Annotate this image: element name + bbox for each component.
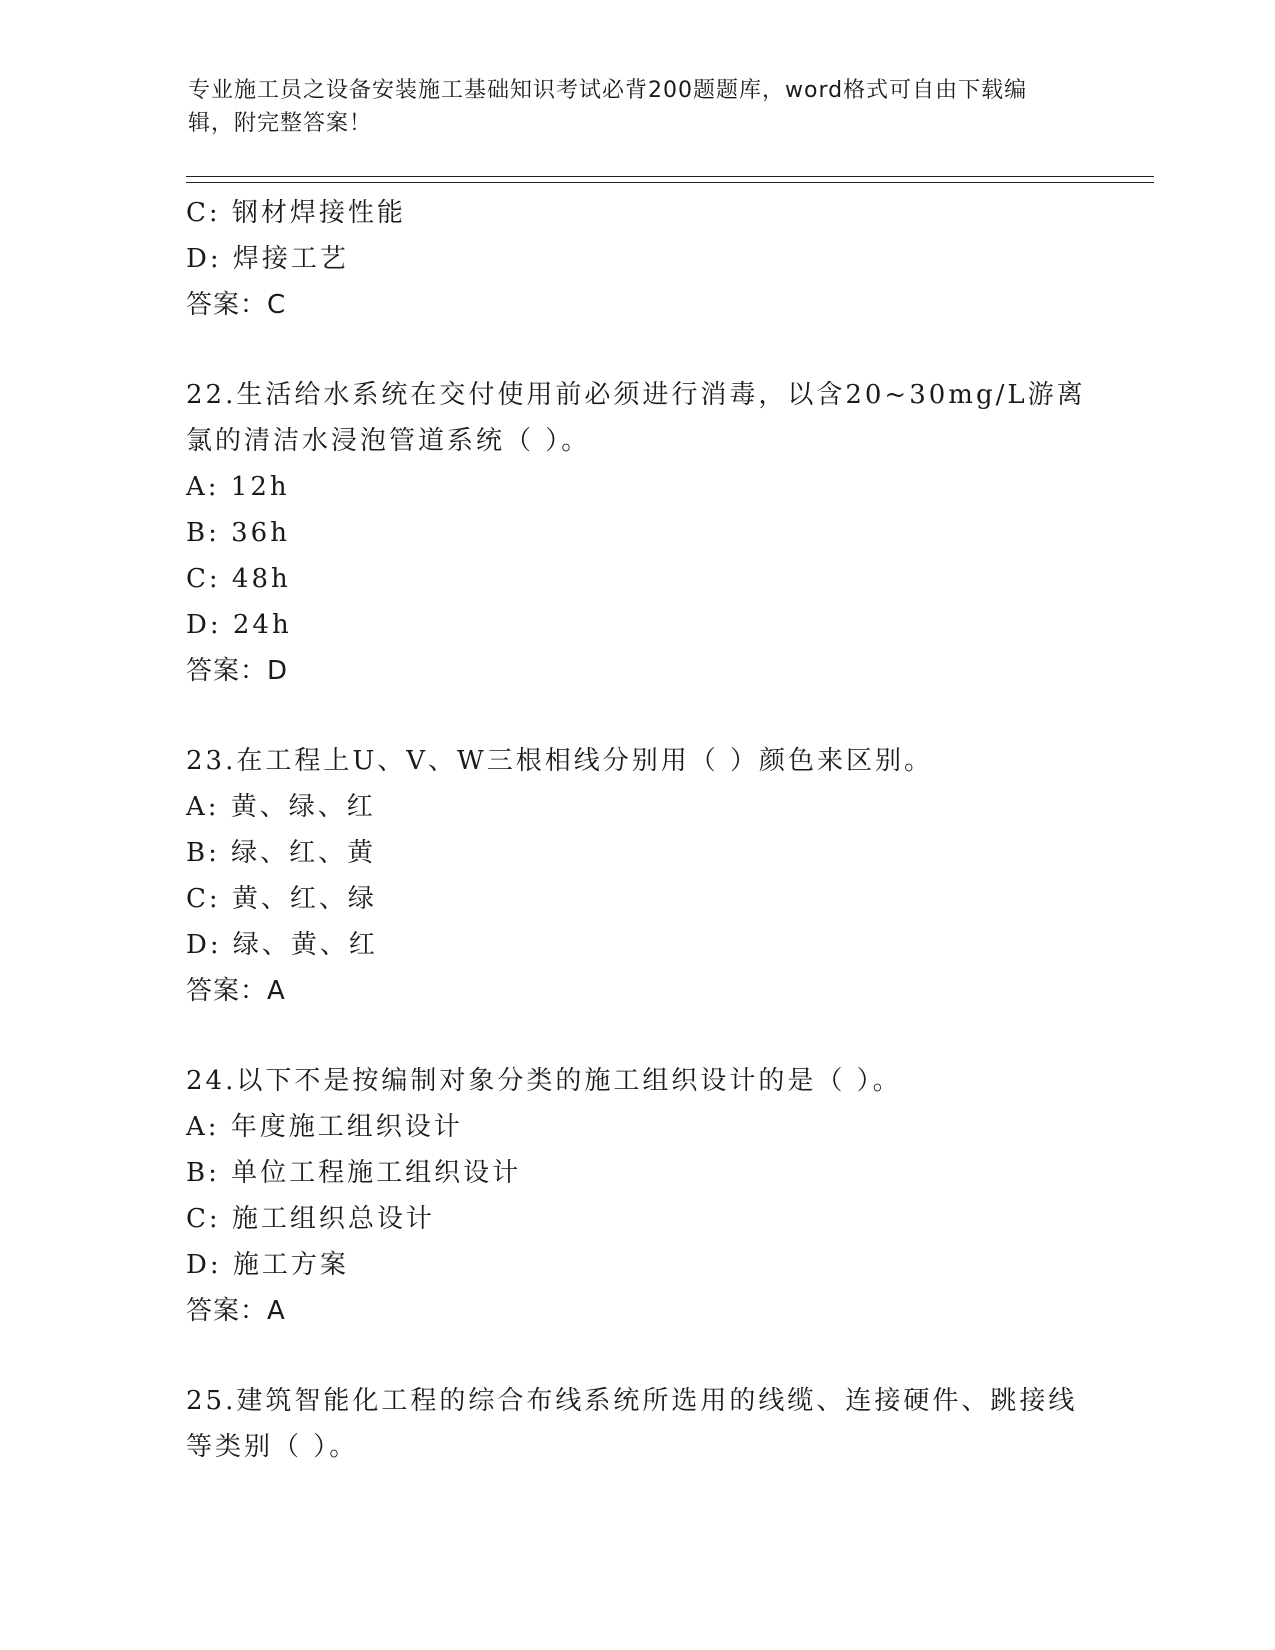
option-a: A: 黄、绿、红 <box>186 792 376 822</box>
option-c: C: 钢材焊接性能 <box>186 198 406 228</box>
option-b: B: 绿、红、黄 <box>186 838 377 868</box>
question-text: 22.生活给水系统在交付使用前必须进行消毒，以含20~30mg/L游离氯的清洁水浸泡管道系统（ ）。 <box>186 380 1086 456</box>
option-c: C: 黄、红、绿 <box>186 884 377 914</box>
option-b: B: 36h <box>186 518 290 548</box>
answer-line: 答案：D <box>186 656 289 686</box>
question-list <box>186 190 1086 1470</box>
question-text: 25.建筑智能化工程的综合布线系统所选用的线缆、连接硬件、跳接线等类别（ ）。 <box>186 1386 1078 1462</box>
carryover-block <box>186 190 1086 328</box>
option-d: D: 绿、黄、红 <box>186 930 378 960</box>
option-a: A: 12h <box>186 472 290 502</box>
header-divider-bottom <box>186 182 1154 183</box>
option-b: B: 单位工程施工组织设计 <box>186 1158 522 1188</box>
answer-line: 答案：C <box>186 290 287 320</box>
question-24 <box>186 1058 1086 1334</box>
spacer <box>186 694 1086 738</box>
option-a: A: 年度施工组织设计 <box>186 1112 463 1142</box>
answer-line: 答案：A <box>186 1296 286 1326</box>
answer-line: 答案：A <box>186 976 286 1006</box>
header-divider-top <box>186 176 1154 177</box>
option-d: D: 施工方案 <box>186 1250 349 1280</box>
spacer <box>186 1334 1086 1378</box>
option-d: D: 24h <box>186 610 292 640</box>
question-22 <box>186 372 1086 694</box>
question-23 <box>186 738 1086 1014</box>
spacer <box>186 1014 1086 1058</box>
question-text: 23.在工程上U、V、W三根相线分别用（ ）颜色来区别。 <box>186 746 934 776</box>
option-c: C: 48h <box>186 564 291 594</box>
option-d: D: 焊接工艺 <box>186 244 349 274</box>
question-25 <box>186 1378 1086 1470</box>
page-header: 专业施工员之设备安装施工基础知识考试必背200题题库，word格式可自由下载编辑，附完整答案！ <box>188 78 1028 136</box>
question-text: 24.以下不是按编制对象分类的施工组织设计的是（ ）。 <box>186 1066 902 1096</box>
option-c: C: 施工组织总设计 <box>186 1204 435 1234</box>
spacer <box>186 328 1086 372</box>
